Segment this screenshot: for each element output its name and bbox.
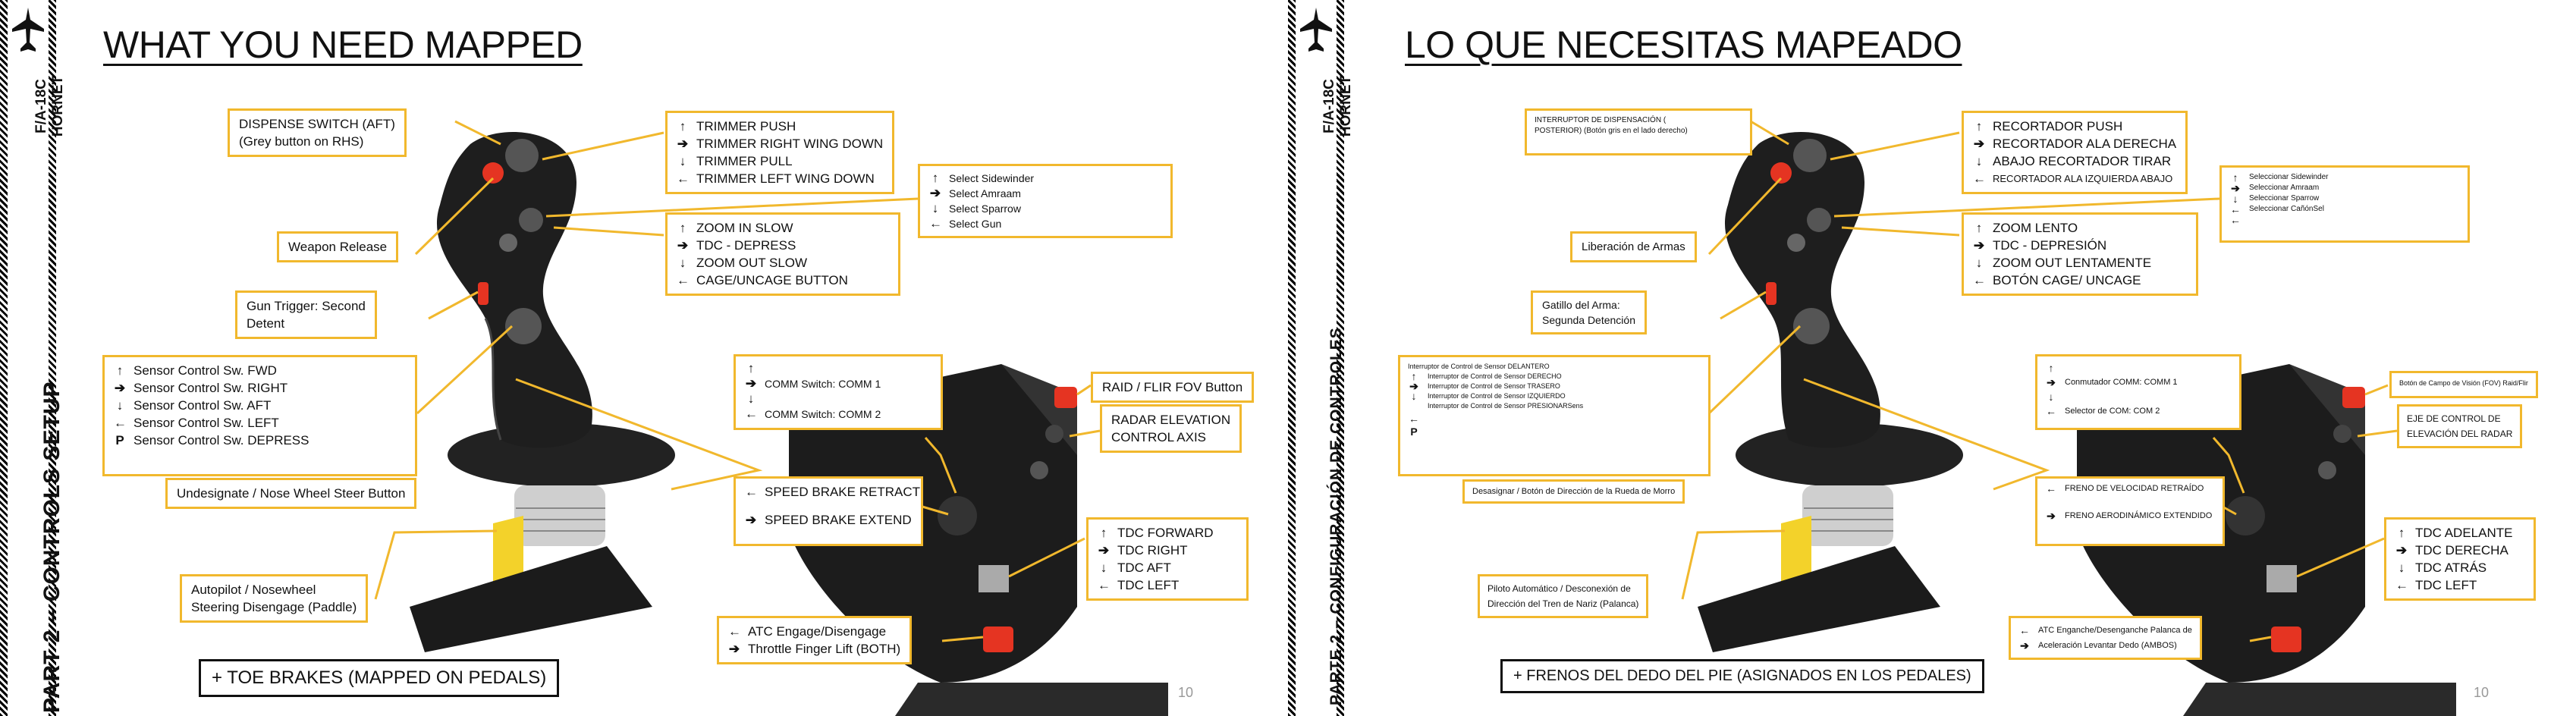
dispense-box: DISPENSE SWITCH (AFT) (Grey button on RHS): [228, 108, 407, 157]
raid-flir-box: Botón de Campo de Visión (FOV) Raid/Flir: [2389, 371, 2538, 398]
undesignate-box: Desasignar / Botón de Dirección de la Rueda de Morro: [1462, 479, 1685, 504]
speed-brake-box: ← SPEED BRAKE RETRACT ➔ SPEED BRAKE EXTEND: [734, 476, 923, 546]
raid-flir-box: RAID / FLIR FOV Button: [1091, 372, 1254, 403]
stick-grip: [437, 132, 592, 448]
trimmer-box: ↑ TRIMMER PUSH ➔ TRIMMER RIGHT WING DOWN ↓ TRIMMER PULL ← TRIMMER LEFT WING DOWN: [665, 111, 894, 194]
weapon-release-button: [482, 162, 504, 184]
zoom-box: ↑ ZOOM IN SLOW ➔ TDC - DEPRESS ↓ ZOOM OUT SLOW ← CAGE/UNCAGE BUTTON: [665, 212, 900, 296]
atc-box: ← ATC Enganche/Desenganche Palanca de ➔ Aceleración Levantar Dedo (AMBOS): [2009, 616, 2202, 660]
toe-brakes-note: + FRENOS DEL DEDO DEL PIE (ASIGNADOS EN LOS PEDALES): [1500, 659, 1984, 693]
radar-elevation-box: RADAR ELEVATION CONTROL AXIS: [1100, 404, 1242, 453]
sensor-control-box: ↑ Sensor Control Sw. FWD ➔ Sensor Control Sw. RIGHT ↓ Sensor Control Sw. AFT ← Sensor Control Sw. LEFT P Sensor Control Sw. DEPRESS: [102, 355, 417, 476]
tdc-throttle: [979, 565, 1009, 592]
trimmer-box: ↑ RECORTADOR PUSH ➔ RECORTADOR ALA DERECHA ↓ ABAJO RECORTADOR TIRAR ← RECORTADOR ALA IZQUIERDA ABAJO: [1962, 111, 2188, 194]
page-title: WHAT YOU NEED MAPPED: [103, 24, 583, 66]
aircraft-model: F/A-18C HORNET: [1321, 75, 1354, 137]
raid-button: [1054, 387, 1077, 408]
comm-box: ↑ ➔ COMM Switch: COMM 1 ↓ ← COMM Switch: COMM 2: [734, 354, 943, 430]
tdc-hat: [519, 208, 543, 232]
weapon-release-box: Weapon Release: [277, 231, 398, 262]
trigger: [478, 282, 488, 305]
undesignate-box: Undesignate / Nose Wheel Steer Button: [165, 478, 416, 509]
section-title: PART 2 – CONTROLS SETUP: [39, 381, 64, 713]
aircraft-model: F/A-18C HORNET: [33, 75, 66, 137]
weapon-select-box: ↑ Seleccionar Sidewinder ➔ Seleccionar Amraam ↓ Seleccionar Sparrow ← Seleccionar CañónSel ←: [2219, 165, 2470, 243]
gun-trigger-box: Gun Trigger: Second Detent: [235, 290, 377, 339]
atc-button: [983, 626, 1013, 652]
atc-box: ← ATC Engage/Disengage ➔ Throttle Finger Lift (BOTH): [717, 616, 912, 664]
tdc-box: ↑ TDC FORWARD ➔ TDC RIGHT ↓ TDC AFT ← TDC LEFT: [1086, 517, 1249, 601]
gun-trigger-box: Gatillo del Arma: Segunda Detención: [1531, 290, 1647, 334]
sensor-control-box: Interruptor de Control de Sensor DELANTERO ↑ Interruptor de Control de Sensor DERECHO ➔ Interruptor de Control de Sensor TRASERO ↓ Interruptor de Control de Sensor IZQUIERDO Interruptor de Control de Sensor PRESIONARSens ← P: [1398, 355, 1711, 476]
weapon-release-box: Liberación de Armas: [1570, 231, 1697, 262]
dispense-box: INTERRUPTOR DE DISPENSACIÓN ( POSTERIOR) (Botón gris en el lado derecho): [1525, 108, 1752, 155]
weapon-select-box: ↑ Select Sidewinder ➔ Select Amraam ↓ Select Sparrow ← Select Gun: [918, 164, 1173, 238]
speed-brake-box: ← FRENO DE VELOCIDAD RETRAÍDO ➔ FRENO AERODINÁMICO EXTENDIDO: [2035, 476, 2225, 546]
autopilot-box: Piloto Automático / Desconexión de Dirección del Tren de Nariz (Palanca): [1478, 574, 1648, 618]
zoom-box: ↑ ZOOM LENTO ➔ TDC - DEPRESIÓN ↓ ZOOM OUT LENTAMENTE ← BOTÓN CAGE/ UNCAGE: [1962, 212, 2198, 296]
speed-brake-switch: [938, 496, 977, 535]
comm-box: ↑ ➔ Conmutador COMM: COMM 1 ↓ ← Selector de COM: COM 2: [2035, 354, 2241, 430]
stick-gimbal: [514, 485, 605, 546]
section-title: PARTE 2 – CONFIGURACIÓN DE CONTROLES: [1327, 327, 1345, 705]
page-number: 10: [1178, 685, 1194, 700]
tdc-box: ↑ TDC ADELANTE ➔ TDC DERECHA ↓ TDC ATRÁS ← TDC LEFT: [2384, 517, 2536, 601]
autopilot-box: Autopilot / Nosewheel Steering Disengage (Paddle): [180, 574, 368, 623]
trim-hat: [505, 139, 539, 172]
toe-brakes-note: + TOE BRAKES (MAPPED ON PEDALS): [199, 659, 559, 697]
slide-spanish: [1288, 0, 2576, 716]
radar-elevation-box: EJE DE CONTROL DE ELEVACIÓN DEL RADAR: [2397, 404, 2522, 448]
page-title: LO QUE NECESITAS MAPEADO: [1405, 24, 1962, 66]
page-number: 10: [2474, 685, 2490, 700]
